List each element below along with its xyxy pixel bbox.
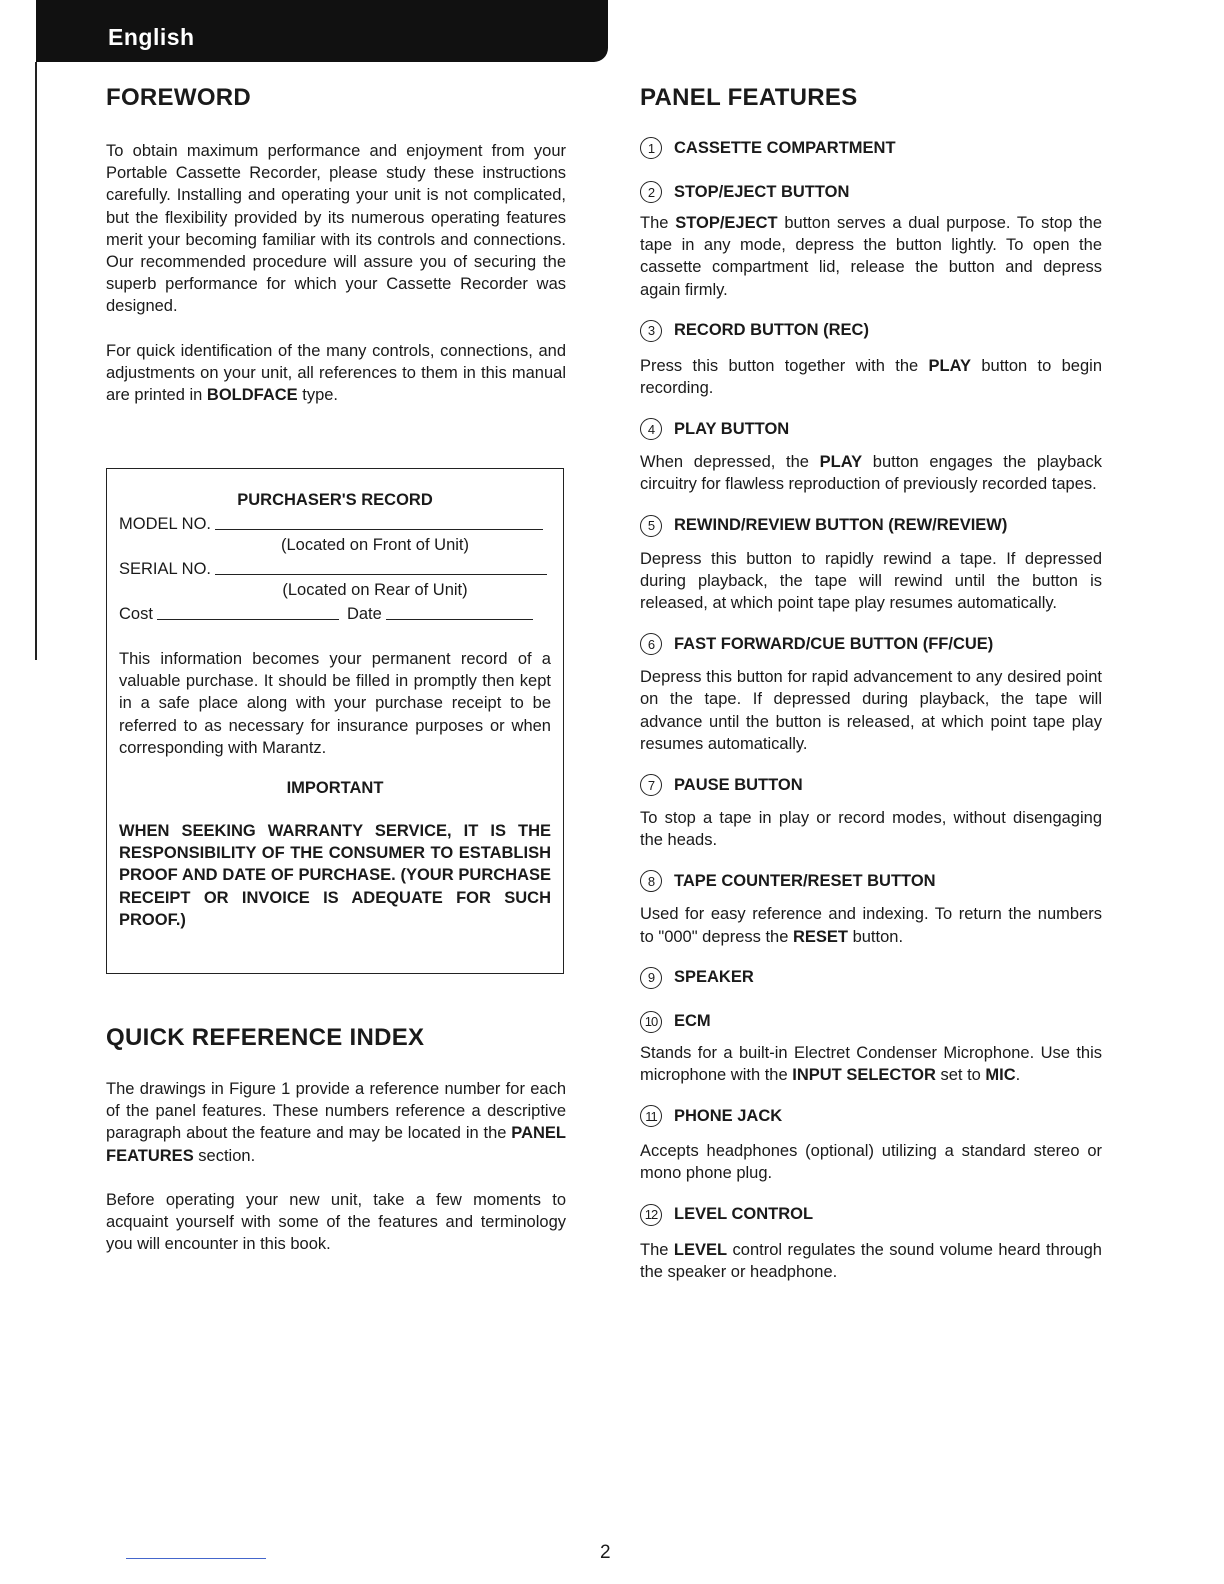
feature-3-heading: 3 RECORD BUTTON (REC) (640, 317, 1102, 345)
language-label: English (108, 24, 195, 50)
date-label: Date (346, 605, 382, 623)
number-5-icon: 5 (640, 515, 662, 537)
feature-1-heading: 1 CASSETTE COMPARTMENT (640, 134, 1102, 162)
feature-8-heading: 8 TAPE COUNTER/RESET BUTTON (640, 867, 1102, 895)
foreword-paragraph-1: To obtain maximum performance and enjoyment from your Portable Cassette Recorder, please study these instructions carefully. Installing and operating your unit is not complicated, but the flexibility provided by its numerous operating features merit your becoming familiar with its controls and connections. Our recommended procedure will assure you of securing the superb performance for which your Cassette Recorder was designed. (106, 142, 566, 316)
number-9-icon: 9 (640, 967, 662, 989)
cost-date-row (119, 602, 551, 624)
number-8-icon: 8 (640, 870, 662, 892)
feature-2-description: The STOP/EJECT button serves a dual purpose. To stop the tape in any mode, depress the button lightly. To open the cassette compartment lid, release the button and depress again firmly. (640, 214, 1102, 299)
number-11-icon: 11 (640, 1105, 662, 1127)
feature-9-heading: 9 SPEAKER (640, 964, 1102, 992)
record-info-paragraph: This information becomes your permanent record of a valuable purchase. It should be filled in promptly then kept in a safe place along with your purchase receipt to be referred to as necessary for insurance purposes or when corresponding with Marantz. (119, 650, 551, 757)
right-column (640, 84, 1102, 1283)
feature-10-heading: 10 ECM (640, 1008, 1102, 1036)
warranty-notice: WHEN SEEKING WARRANTY SERVICE, IT IS THE RESPONSIBILITY OF THE CONSUMER TO ESTABLISH PROOF AND DATE OF PURCHASE. (YOUR PURCHASE RECEIPT OR INVOICE IS ADEQUATE FOR SUCH PROOF.) (119, 822, 551, 929)
panel-features-heading: PANEL FEATURES (640, 84, 858, 111)
foreword-paragraph-2: For quick identification of the many controls, connections, and adjustments on your unit, all references to them in this manual are printed in BOLDFACE type. (106, 341, 566, 405)
number-3-icon: 3 (640, 320, 662, 342)
number-4-icon: 4 (640, 418, 662, 440)
foreword-heading: FOREWORD (106, 84, 252, 111)
quick-reference-heading: QUICK REFERENCE INDEX (106, 1024, 425, 1051)
quick-reference-paragraph-2: Before operating your new unit, take a few moments to acquaint yourself with some of the features and terminology you will encounter in this book. (106, 1190, 566, 1254)
number-1-icon: 1 (640, 137, 662, 159)
serial-number-row (119, 557, 551, 579)
left-column (106, 84, 566, 406)
number-7-icon: 7 (640, 774, 662, 796)
number-2-icon: 2 (640, 181, 662, 203)
feature-4-heading: 4 PLAY BUTTON (640, 415, 1102, 443)
cost-field[interactable] (157, 619, 339, 620)
feature-12-heading: 12 LEVEL CONTROL (640, 1201, 1102, 1229)
footer-rule (126, 1558, 266, 1559)
feature-8-description: Used for easy reference and indexing. To return the numbers to "000" depress the RESET button. (640, 905, 1102, 946)
serial-number-note: (Located on Rear of Unit) (282, 581, 468, 599)
quick-reference-section (106, 1024, 566, 1255)
quick-reference-paragraph-1: The drawings in Figure 1 provide a reference number for each of the panel features. These numbers reference a descriptive paragraph about the feature and may be located in the PANEL FEATURES section. (106, 1080, 566, 1165)
language-tab (36, 0, 608, 62)
feature-4-description: When depressed, the PLAY button engages the playback circuitry for flawless reproduction of previously recorded tapes. (640, 453, 1102, 494)
serial-number-label: SERIAL NO. (119, 560, 211, 578)
feature-11-description: Accepts headphones (optional) utilizing a standard stereo or mono phone plug. (640, 1142, 1102, 1183)
feature-7-description: To stop a tape in play or record modes, without disengaging the heads. (640, 809, 1102, 850)
model-number-field[interactable] (215, 529, 543, 530)
feature-6-heading: 6 FAST FORWARD/CUE BUTTON (FF/CUE) (640, 630, 1102, 658)
feature-11-heading: 11 PHONE JACK (640, 1102, 1102, 1130)
date-field[interactable] (386, 619, 533, 620)
feature-7-heading: 7 PAUSE BUTTON (640, 771, 1102, 799)
number-10-icon: 10 (640, 1011, 662, 1033)
margin-rule (35, 62, 37, 660)
feature-12-description: The LEVEL control regulates the sound volume heard through the speaker or headphone. (640, 1240, 1102, 1281)
feature-5-description: Depress this button to rapidly rewind a tape. If depressed during playback, the tape will rewind until the button is released, at which point tape play resumes automatically. (640, 549, 1102, 613)
feature-10-description: Stands for a built-in Electret Condenser Microphone. Use this microphone with the INPUT SELECTOR set to MIC. (640, 1043, 1102, 1085)
feature-3-description: Press this button together with the PLAY button to begin recording. (640, 356, 1102, 398)
model-number-note: (Located on Front of Unit) (280, 536, 469, 554)
model-number-row (119, 512, 551, 534)
model-number-label: MODEL NO. (119, 515, 211, 533)
purchasers-record-box (106, 468, 564, 974)
cost-label: Cost (119, 605, 153, 623)
purchasers-record-title: PURCHASER'S RECORD (237, 491, 433, 509)
number-12-icon: 12 (640, 1204, 662, 1226)
number-6-icon: 6 (640, 633, 662, 655)
serial-number-field[interactable] (215, 574, 547, 575)
important-heading: IMPORTANT (286, 779, 384, 798)
feature-6-description: Depress this button for rapid advancement to any desired point on the tape. If depressed during playback, the tape will advance until the button is released, at which point tape play resumes automatically. (640, 668, 1102, 753)
feature-5-heading: 5 REWIND/REVIEW BUTTON (REW/REVIEW) (640, 512, 1102, 540)
page-number: 2 (600, 1542, 611, 1563)
feature-2-heading: 2 STOP/EJECT BUTTON (640, 178, 1102, 206)
